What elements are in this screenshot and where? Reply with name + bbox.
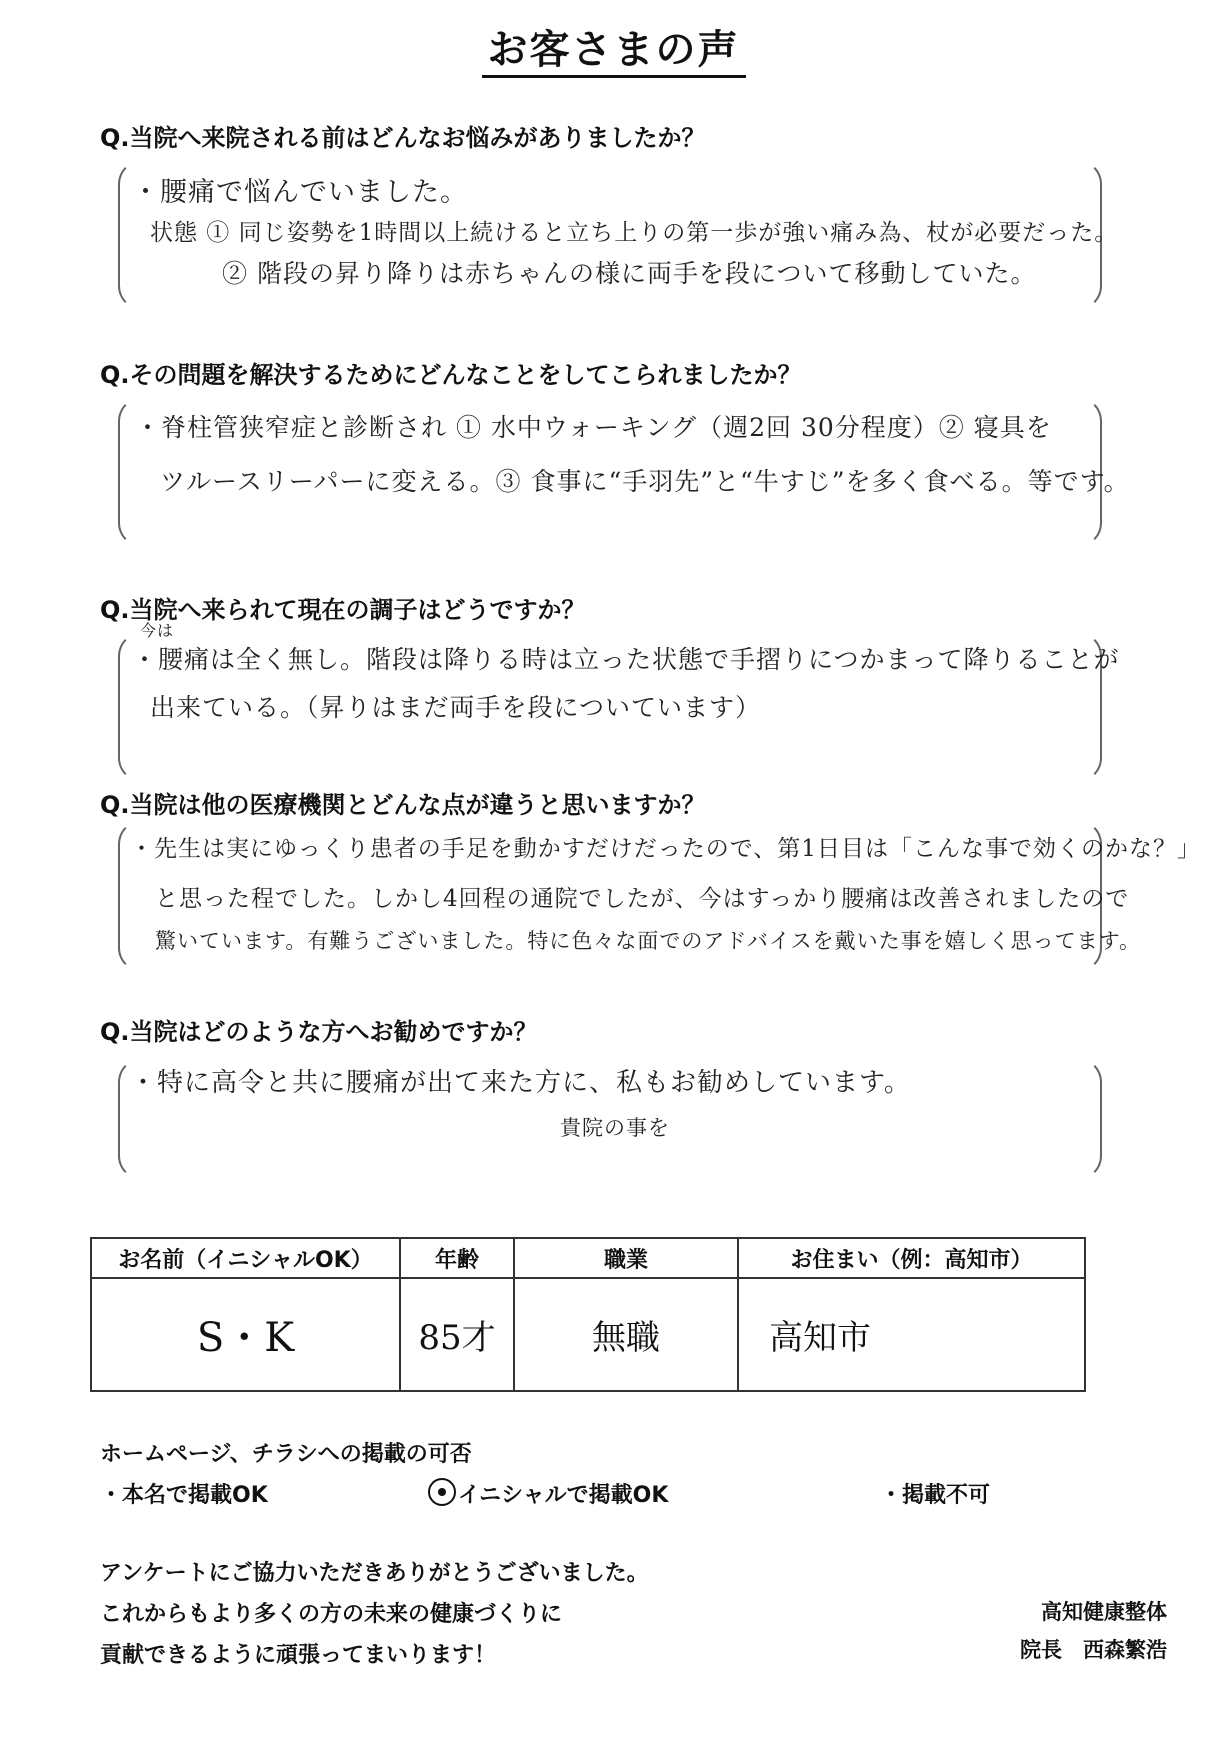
answer-3-note: 今は: [140, 621, 175, 640]
permission-title: ホームページ、チラシへの掲載の可否: [100, 1442, 472, 1467]
answer-4-line-3: 驚いています。有難うございました。特に色々な面でのアドバイスを戴いた事を嬉しく思ってます。: [155, 929, 1142, 953]
answer-1-line-3: ② 階段の昇り降りは赤ちゃんの様に両手を段について移動していた。: [222, 259, 1037, 288]
signature-director: 院長 西森繁浩: [1020, 1638, 1167, 1662]
question-5: Q.当院はどのような方へお勧めですか？: [100, 1018, 538, 1046]
value-residence: 高知市: [738, 1278, 1085, 1391]
header-residence: お住まい（例：高知市）: [738, 1238, 1085, 1278]
option-initials-label: イニシャルで掲載OK: [458, 1483, 669, 1508]
question-3: Q.当院へ来られて現在の調子はどうですか？: [100, 596, 586, 624]
question-2: Q.その問題を解決するためにどんなことをしてこられましたか？: [100, 361, 802, 389]
answer-1-line-1: ・腰痛で悩んでいました。: [132, 177, 468, 208]
answer-2-line-2: ツルースリーパーに変える。③ 食事に“手羽先”と“牛すじ”を多く食べる。等です。: [160, 467, 1130, 496]
answer-3-line-1: ・腰痛は全く無し。階段は降りる時は立った状態で手摺りにつかまって降りることが: [132, 645, 1120, 674]
question-1: Q.当院へ来院される前はどんなお悩みがありましたか？: [100, 124, 706, 152]
respondent-info-table: [90, 1237, 1086, 1392]
question-4: Q.当院は他の医療機関とどんな点が違うと思いますか？: [100, 791, 706, 819]
answer-4-line-1: ・先生は実にゆっくり患者の手足を動かすだけだったので、第1日目は「こんな事で効くのかな？」: [130, 836, 1201, 862]
value-age: 85才: [400, 1278, 514, 1391]
answer-5-note: 貴院の事を: [560, 1116, 670, 1140]
answer-4-line-2: と思った程でした。しかし4回程の通院でしたが、今はすっかり腰痛は改善されましたので: [155, 886, 1130, 912]
answer-5-line-1: ・特に高令と共に腰痛が出て来た方に、私もお勧めしています。: [130, 1068, 911, 1098]
option-real-name[interactable]: [100, 1478, 268, 1509]
thanks-line-3: 貢献できるように頑張ってまいります！: [100, 1643, 497, 1668]
header-name: お名前（イニシャルOK）: [91, 1238, 400, 1278]
signature-org: 高知健康整体: [1041, 1600, 1167, 1624]
option-not-allowed-label: ・掲載不可: [880, 1483, 991, 1508]
option-initials[interactable]: [428, 1478, 668, 1509]
page-title: お客さまの声: [0, 18, 1227, 75]
answer-2-line-1: ・脊柱管狭窄症と診断され ① 水中ウォーキング（週2回 30分程度）② 寝具を: [135, 413, 1052, 442]
header-occupation: 職業: [514, 1238, 738, 1278]
selected-circle-icon: [428, 1478, 456, 1506]
header-age: 年齢: [400, 1238, 514, 1278]
value-name: S・K: [91, 1278, 400, 1391]
value-occupation: 無職: [514, 1278, 738, 1391]
answer-3-line-2: 出来ている。（昇りはまだ両手を段についています）: [150, 693, 762, 722]
option-real-name-label: ・本名で掲載OK: [100, 1483, 268, 1508]
thanks-line-1: アンケートにご協力いただきありがとうございました。: [100, 1561, 649, 1586]
answer-1-line-2: 状態 ① 同じ姿勢を1時間以上続けると立ち上りの第一歩が強い痛み為、杖が必要だった。: [150, 220, 1119, 246]
option-not-allowed[interactable]: [880, 1478, 990, 1509]
thanks-line-2: これからもより多くの方の未来の健康づくりに: [100, 1602, 563, 1627]
